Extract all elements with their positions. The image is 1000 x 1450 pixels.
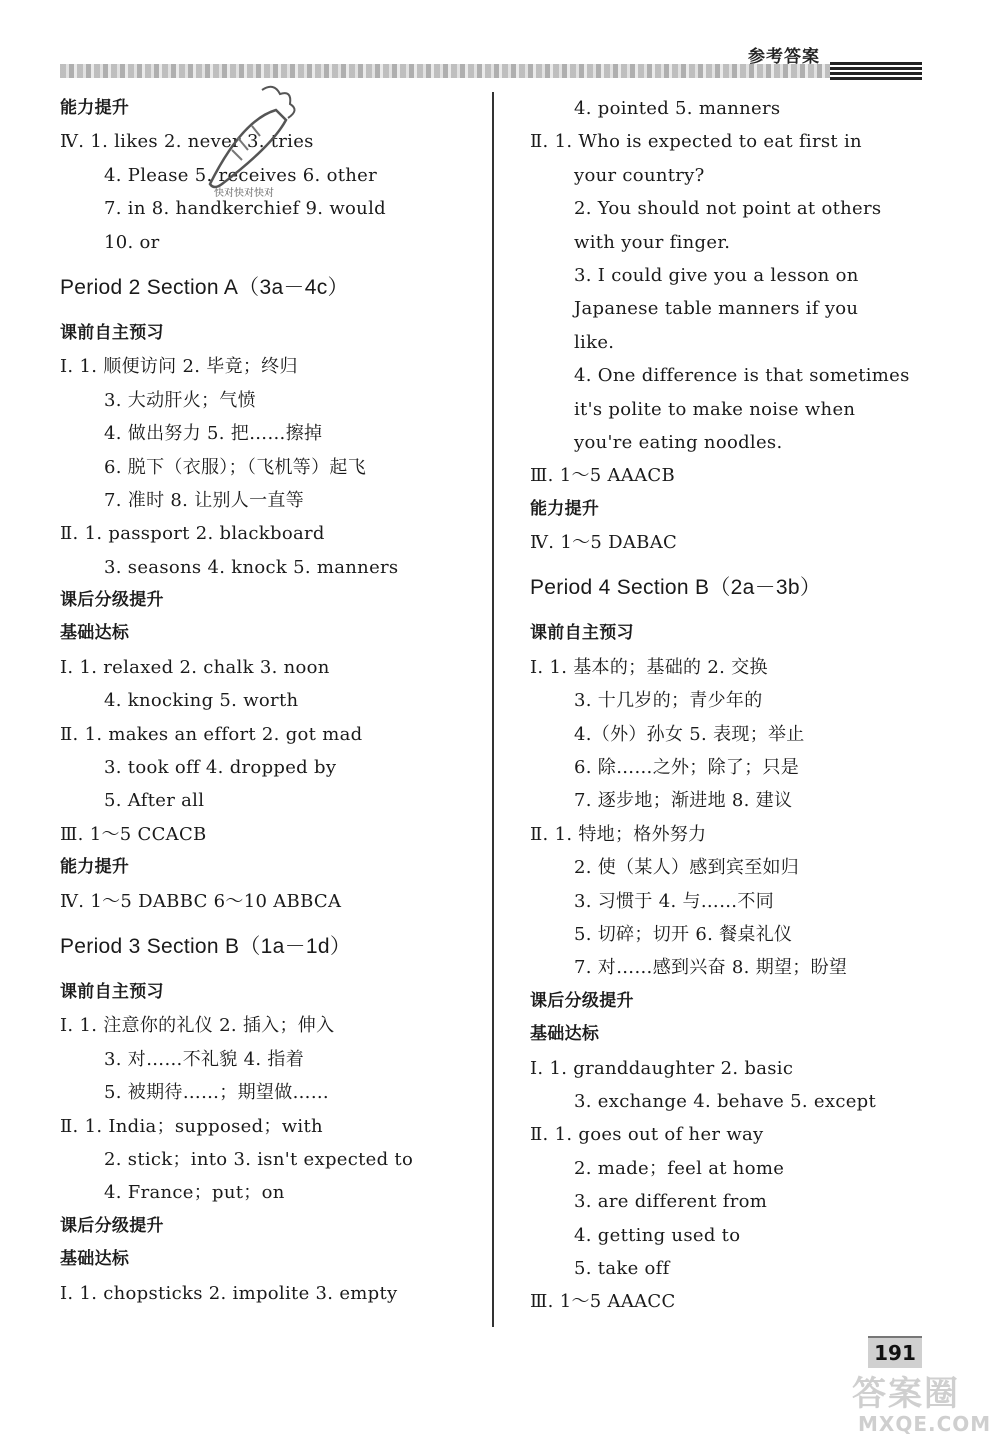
answer-line: Ⅲ. 1～5 AAACB <box>530 465 676 487</box>
answer-line: Ⅱ. 1. 特地；格外努力 <box>530 823 707 845</box>
answer-line: Ⅳ. 1～5 DABBC 6～10 ABBCA <box>60 890 342 912</box>
section-label: 基础达标 <box>530 1024 600 1045</box>
answer-line: 5. 被期待……；期望做…… <box>104 1082 330 1104</box>
answer-line: Ⅰ. 1. chopsticks 2. impolite 3. empty <box>60 1282 398 1304</box>
sticker-label: 快对快对快对 <box>214 188 274 199</box>
section-label: 课后分级提升 <box>60 590 164 611</box>
answer-line: 4. France；put；on <box>104 1182 285 1204</box>
answer-line: 3. are different from <box>574 1191 768 1213</box>
answer-line: 2. 使（某人）感到宾至如归 <box>574 857 800 879</box>
answer-line: 3. exchange 4. behave 5. except <box>574 1090 877 1112</box>
section-label: 能力提升 <box>60 98 130 118</box>
answer-line: Ⅰ. 1. relaxed 2. chalk 3. noon <box>60 656 330 678</box>
header-stripe <box>830 60 922 80</box>
answer-line: Ⅰ. 1. granddaughter 2. basic <box>530 1057 794 1079</box>
answer-line: 2. stick；into 3. isn't expected to <box>104 1148 414 1170</box>
answer-line: Ⅱ. 1. goes out of her way <box>530 1124 764 1146</box>
answer-line: 3. took off 4. dropped by <box>104 757 337 779</box>
answer-line: 4.（外）孙女 5. 表现；举止 <box>574 723 805 745</box>
answer-line: 7. in 8. handkerchief 9. would <box>104 198 386 220</box>
answer-line: Ⅱ. 1. makes an effort 2. got mad <box>60 723 363 745</box>
answer-line: 4. Please 5. receives 6. other <box>104 164 377 186</box>
answer-line: 5. After all <box>104 790 205 812</box>
answer-line: 4. getting used to <box>574 1224 741 1246</box>
section-label: 课前自主预习 <box>530 623 634 644</box>
answer-line: 3. I could give you a lesson on <box>574 264 859 286</box>
left-column <box>60 92 500 1310</box>
answer-line: Ⅳ. 1. likes 2. never 3. tries <box>60 131 314 153</box>
column-divider <box>492 92 494 1327</box>
answer-line: 5. 切碎；切开 6. 餐桌礼仪 <box>574 923 793 945</box>
answer-line: 3. 十几岁的；青少年的 <box>574 690 763 712</box>
section-label: 课前自主预习 <box>60 981 164 1002</box>
section-label: 课后分级提升 <box>60 1215 164 1236</box>
answer-line: Ⅰ. 1. 顺便访问 2. 毕竟；终归 <box>60 356 298 378</box>
answer-line: Ⅲ. 1～5 AAACC <box>530 1291 676 1313</box>
answer-line: Ⅱ. 1. India；supposed；with <box>60 1115 323 1137</box>
period-heading: Period 3 Section B（1a－1d） <box>60 934 352 958</box>
answer-line: 10. or <box>104 231 160 253</box>
answer-line: 7. 对……感到兴奋 8. 期望；盼望 <box>574 957 848 979</box>
answer-line: with your finger. <box>574 231 731 253</box>
answer-line: 6. 脱下（衣服）；（飞机等）起飞 <box>104 456 366 478</box>
answer-line: 3. 对……不礼貌 4. 指着 <box>104 1048 305 1070</box>
section-label: 基础达标 <box>60 1249 130 1270</box>
answer-line: 6. 除……之外；除了；只是 <box>574 757 800 779</box>
section-label: 课前自主预习 <box>60 322 164 343</box>
period-heading: Period 2 Section A（3a－4c） <box>60 275 349 299</box>
answer-line: 4. knocking 5. worth <box>104 690 299 712</box>
answer-line: Ⅰ. 1. 注意你的礼仪 2. 插入；伸入 <box>60 1015 335 1037</box>
period-heading: Period 4 Section B（2a－3b） <box>530 576 822 600</box>
answer-line: 4. 做出努力 5. 把……擦掉 <box>104 423 323 445</box>
answer-line: 4. One difference is that sometimes <box>574 365 910 387</box>
answer-line: 5. take off <box>574 1257 670 1279</box>
section-label: 能力提升 <box>60 857 130 878</box>
watermark <box>852 1366 992 1444</box>
watermark-sub: MXQE.COM <box>858 1412 992 1436</box>
answer-line: Ⅱ. 1. passport 2. blackboard <box>60 523 325 545</box>
section-label: 基础达标 <box>60 623 130 644</box>
answer-line: your country? <box>574 164 705 186</box>
right-column <box>530 92 970 1319</box>
answer-line: you're eating noodles. <box>574 431 783 453</box>
answer-line: Ⅱ. 1. Who is expected to eat first in <box>530 131 862 153</box>
answer-line: 7. 准时 8. 让别人一直等 <box>104 489 305 511</box>
watermark-main: 答案圈 <box>852 1374 960 1414</box>
answer-line: 7. 逐步地；渐进地 8. 建议 <box>574 790 793 812</box>
answer-line: 3. 习惯于 4. 与……不同 <box>574 890 775 912</box>
header-title: 参考答案 <box>748 47 820 67</box>
carrot-sticker-icon <box>202 80 302 190</box>
answer-line: Ⅲ. 1～5 CCACB <box>60 823 207 845</box>
answer-line: Ⅰ. 1. 基本的；基础的 2. 交换 <box>530 656 768 678</box>
section-label: 课后分级提升 <box>530 990 634 1011</box>
answer-line: 3. 大动肝火；气愤 <box>104 389 256 411</box>
page-number: 191 <box>868 1336 922 1368</box>
section-label: 能力提升 <box>530 498 600 519</box>
answer-line: 2. You should not point at others <box>574 198 882 220</box>
answer-line: Ⅳ. 1～5 DABAC <box>530 532 678 554</box>
answer-line: 2. made；feel at home <box>574 1157 785 1179</box>
answer-line: it's polite to make noise when <box>574 398 856 420</box>
answer-line: 3. seasons 4. knock 5. manners <box>104 556 399 578</box>
answer-line: 4. pointed 5. manners <box>574 98 781 119</box>
answer-line: like. <box>574 331 615 353</box>
answer-line: Japanese table manners if you <box>574 298 859 320</box>
